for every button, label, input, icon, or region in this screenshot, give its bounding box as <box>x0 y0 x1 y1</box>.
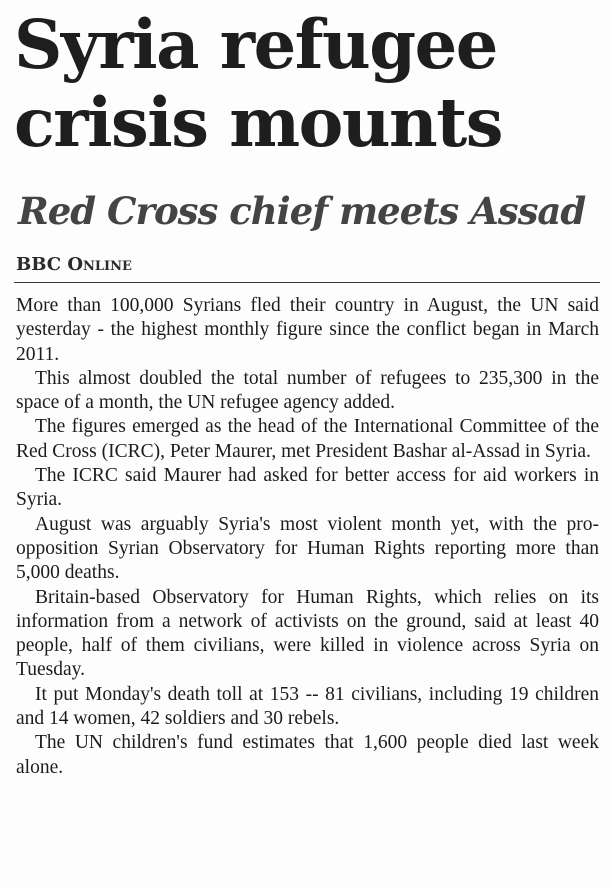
paragraph-1: More than 100,000 Syrians fled their country in August, the UN said yesterday - the highest monthly figure since the conflict began in March 2011. <box>16 295 599 365</box>
article-body <box>16 294 599 780</box>
byline: BBC Online <box>16 254 132 275</box>
paragraph-5: August was arguably Syria's most violent month yet, with the pro-opposition Syrian Observatory for Human Rights reporting more than 5,000 deaths. <box>16 513 599 584</box>
headline: Syria refugee crisis mounts <box>14 5 502 162</box>
paragraph-6: Britain-based Observatory for Human Rights, which relies on its information from a network of activists on the ground, said at least 40 people, half of them civilians, were killed in violence across Syria on Tuesday. <box>16 586 599 681</box>
paragraph-4: The ICRC said Maurer had asked for better access for aid workers in Syria. <box>16 465 599 511</box>
paragraph-3: The figures emerged as the head of the International Committee of the Red Cross (ICRC), Peter Maurer, met President Bashar al-Assad in Syria. <box>16 416 599 462</box>
paragraph-8: The UN children's fund estimates that 1,600 people died last week alone. <box>16 732 599 778</box>
subheadline: Red Cross chief meets Assad <box>18 189 586 233</box>
paragraph-7: It put Monday's death toll at 153 -- 81 civilians, including 19 children and 14 women, 42 soldiers and 30 rebels. <box>16 683 599 730</box>
byline-divider <box>14 282 600 283</box>
paragraph-2: This almost doubled the total number of refugees to 235,300 in the space of a month, the UN refugee agency added. <box>16 367 599 414</box>
